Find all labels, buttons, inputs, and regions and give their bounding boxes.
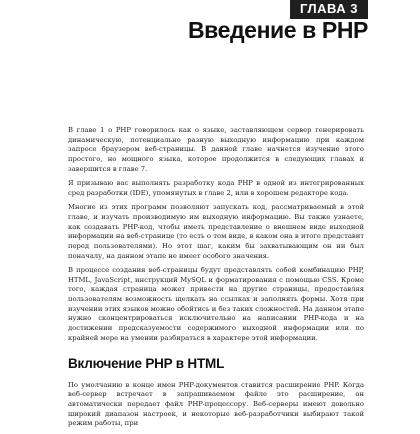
- paragraph: В главе 1 о PHP говорилось как о языке, заставляющем сервер генерировать динамическую, потенциально разную выходную информацию при каждом запросе браузером веб-страницы. В данной главе начнется изучение этого простого, но мощного языка, которое продолжится в следующих главах и завершится в главе 7.: [68, 126, 364, 173]
- section-heading: Включение PHP в HTML: [68, 355, 225, 371]
- chapter-label: ГЛАВА 3: [290, 0, 368, 19]
- chapter-body: [68, 126, 364, 434]
- paragraph: В процессе создания веб-страницы будут представлять собой комбинацию PHP, HTML, JavaScript, инструкций MySQL и форматирования с помощью CSS. Кроме того, каждая страница может привести на другие страницы, предоставляя пользователям возможность щелкать на ссылках и заполнять формы. Хотя при изучении этих языков можно обойтись и без таких сложностей. На данном этапе нужно сконцентрироваться исключительно на написании PHP-кода и на достижении предсказуемости содержимого выходной информации или по крайней мере на умении разбираться в характере этой информации.: [68, 265, 364, 342]
- paragraph: Я призываю вас выполнять разработку кода PHP в одной из интегрированных сред разработки (IDE), упомянутых в главе 2, или в хорошем редакторе кода.: [68, 179, 364, 197]
- paragraph: Многие из этих программ позволяют запускать код, рассматриваемый в этой главе, и изучать производимую им выходную информацию. Вы также узнаете, как создавать PHP-код, чтобы иметь представление о внешнем виде выходной информации на веб-странице (то есть о том виде, в каком она в итоге представит перед пользователями). Но этот шаг, каким бы захватывающим он ни был поначалу, на данном этапе не имеет особого значения.: [68, 203, 364, 260]
- chapter-title: Введение в PHP: [187, 17, 368, 43]
- paragraph: По умолчанию в конце имен PHP-документов ставится расширение PHP. Когда веб-сервер встречает в запрашиваемом файле это расширение, он автоматически передает файл PHP-процессору. Веб-серверы имеют довольно широкий диапазон настроек, и некоторые веб-разработчики выбирают такой режим работы, при: [68, 380, 364, 428]
